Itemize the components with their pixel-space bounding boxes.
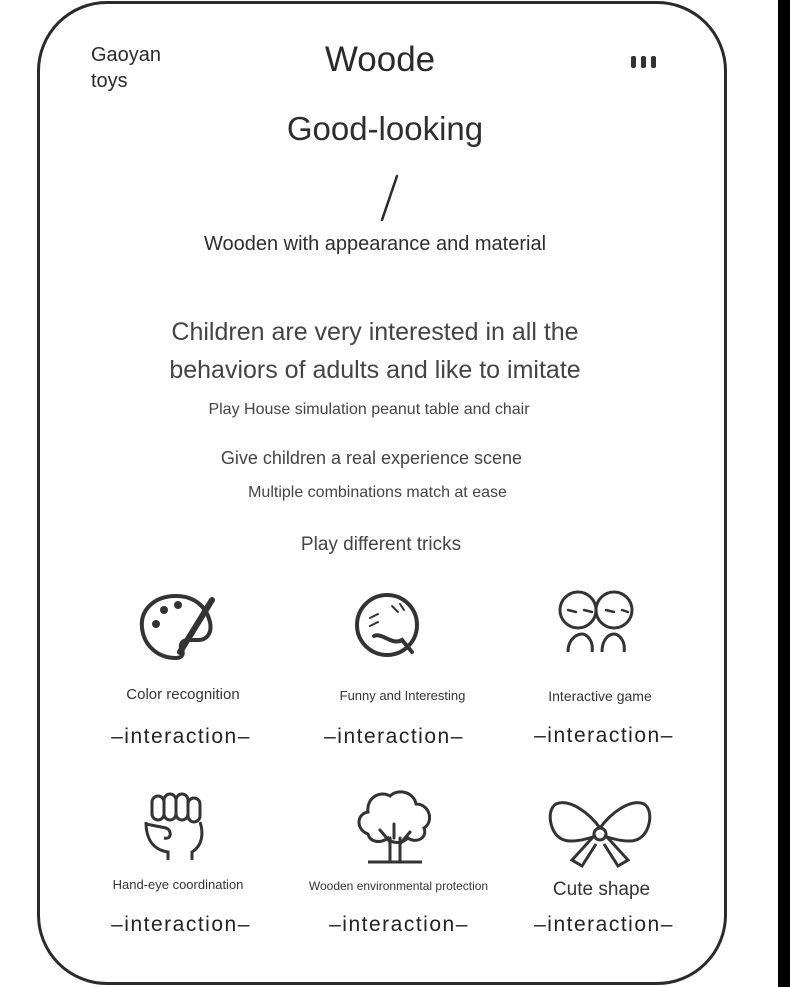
lead-paragraph: Children are very interested in all the behaviors of adults and like to imitate [169, 318, 581, 384]
feature-sub: –interaction– [324, 725, 464, 748]
laughing-face-icon [342, 588, 432, 668]
right-edge-bar [778, 0, 790, 987]
feature-label: Cute shape [552, 879, 651, 900]
tree-icon [350, 786, 440, 866]
two-faces-icon [552, 586, 642, 666]
brand-name: Gaoyan toys [91, 44, 162, 92]
text-line-2: Give children a real experience scene [220, 448, 523, 468]
bow-icon [548, 798, 652, 872]
feature-sub: –interaction– [111, 725, 251, 748]
text-line-4: Play different tricks [300, 534, 462, 555]
text-line-1: Play House simulation peanut table and chair [208, 401, 530, 418]
feature-sub: –interaction– [534, 913, 674, 936]
feature-label: Hand-eye coordination [112, 877, 244, 892]
hero-headline: Good-looking [286, 110, 484, 147]
feature-label: Wooden environmental protection [308, 879, 489, 893]
feature-sub: –interaction– [534, 724, 674, 747]
feature-sub: –interaction– [111, 913, 251, 936]
feature-label: Interactive game [548, 688, 652, 704]
feature-label: Color recognition [126, 686, 240, 703]
feature-sub: –interaction– [329, 913, 469, 936]
more-menu-icon[interactable] [631, 56, 661, 70]
fist-icon [130, 786, 220, 866]
hero-tagline: Wooden with appearance and material [203, 233, 547, 255]
divider-slash [360, 170, 420, 226]
palette-icon [132, 588, 222, 668]
text-line-3: Multiple combinations match at ease [248, 484, 507, 501]
feature-label: Funny and Interesting [339, 688, 466, 703]
page-title: Woode [324, 40, 436, 79]
